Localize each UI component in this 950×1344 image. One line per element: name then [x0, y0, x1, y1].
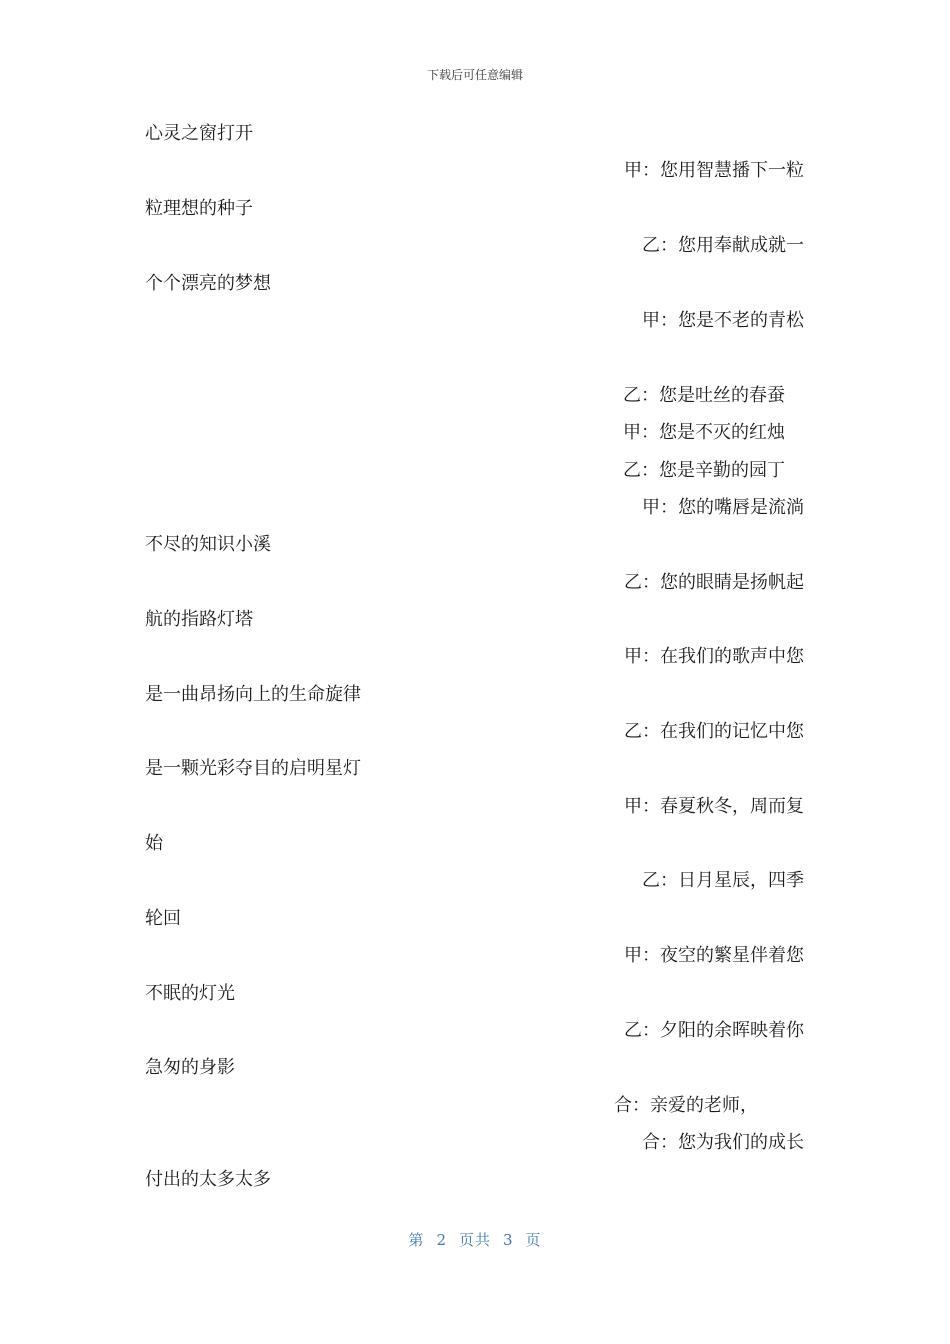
footer-prefix: 第	[408, 1231, 425, 1249]
text-line: 始	[145, 833, 163, 854]
text-line: 甲：春夏秋冬，周而复	[624, 796, 804, 817]
text-line: 乙：您的眼睛是扬帆起	[624, 572, 804, 593]
text-line: 乙：夕阳的余晖映着你	[624, 1020, 804, 1041]
text-line: 急匆的身影	[145, 1057, 235, 1078]
text-line: 甲：在我们的歌声中您	[624, 646, 804, 667]
text-line: 乙：您是吐丝的春蚕	[623, 385, 785, 406]
text-line: 是一颗光彩夺目的启明星灯	[145, 758, 361, 779]
text-line: 不眠的灯光	[145, 983, 235, 1004]
page-header: 下载后可任意编辑	[426, 68, 523, 82]
footer-middle: 页共	[458, 1231, 491, 1249]
text-line: 甲：夜空的繁星伴着您	[624, 945, 804, 966]
text-line: 甲：您是不灭的红烛	[623, 422, 785, 443]
text-line: 乙：您用奉献成就一	[642, 235, 804, 256]
text-line: 心灵之窗打开	[145, 123, 253, 144]
text-line: 乙：在我们的记忆中您	[624, 721, 804, 742]
footer-total-pages: 3	[503, 1231, 514, 1249]
footer-suffix: 页	[525, 1231, 542, 1249]
page-footer	[0, 1229, 950, 1250]
text-line: 合：您为我们的成长	[642, 1132, 804, 1153]
text-line: 乙：您是辛勤的园丁	[623, 460, 785, 481]
text-line: 甲：您是不老的青松	[642, 310, 804, 331]
text-line: 不尽的知识小溪	[145, 534, 271, 555]
text-line: 付出的太多太多	[145, 1169, 271, 1190]
text-line: 个个漂亮的梦想	[145, 273, 271, 294]
footer-page-number: 2	[436, 1231, 447, 1249]
text-line: 甲：您用智慧播下一粒	[624, 160, 804, 181]
text-line: 甲：您的嘴唇是流淌	[642, 497, 804, 518]
text-line: 是一曲昂扬向上的生命旋律	[145, 684, 361, 705]
text-line: 乙：日月星辰，四季	[642, 870, 804, 891]
text-line: 航的指路灯塔	[145, 609, 253, 630]
text-line: 轮回	[145, 908, 181, 929]
text-line: 粒理想的种子	[145, 198, 253, 219]
text-line: 合：亲爱的老师，	[614, 1095, 758, 1116]
